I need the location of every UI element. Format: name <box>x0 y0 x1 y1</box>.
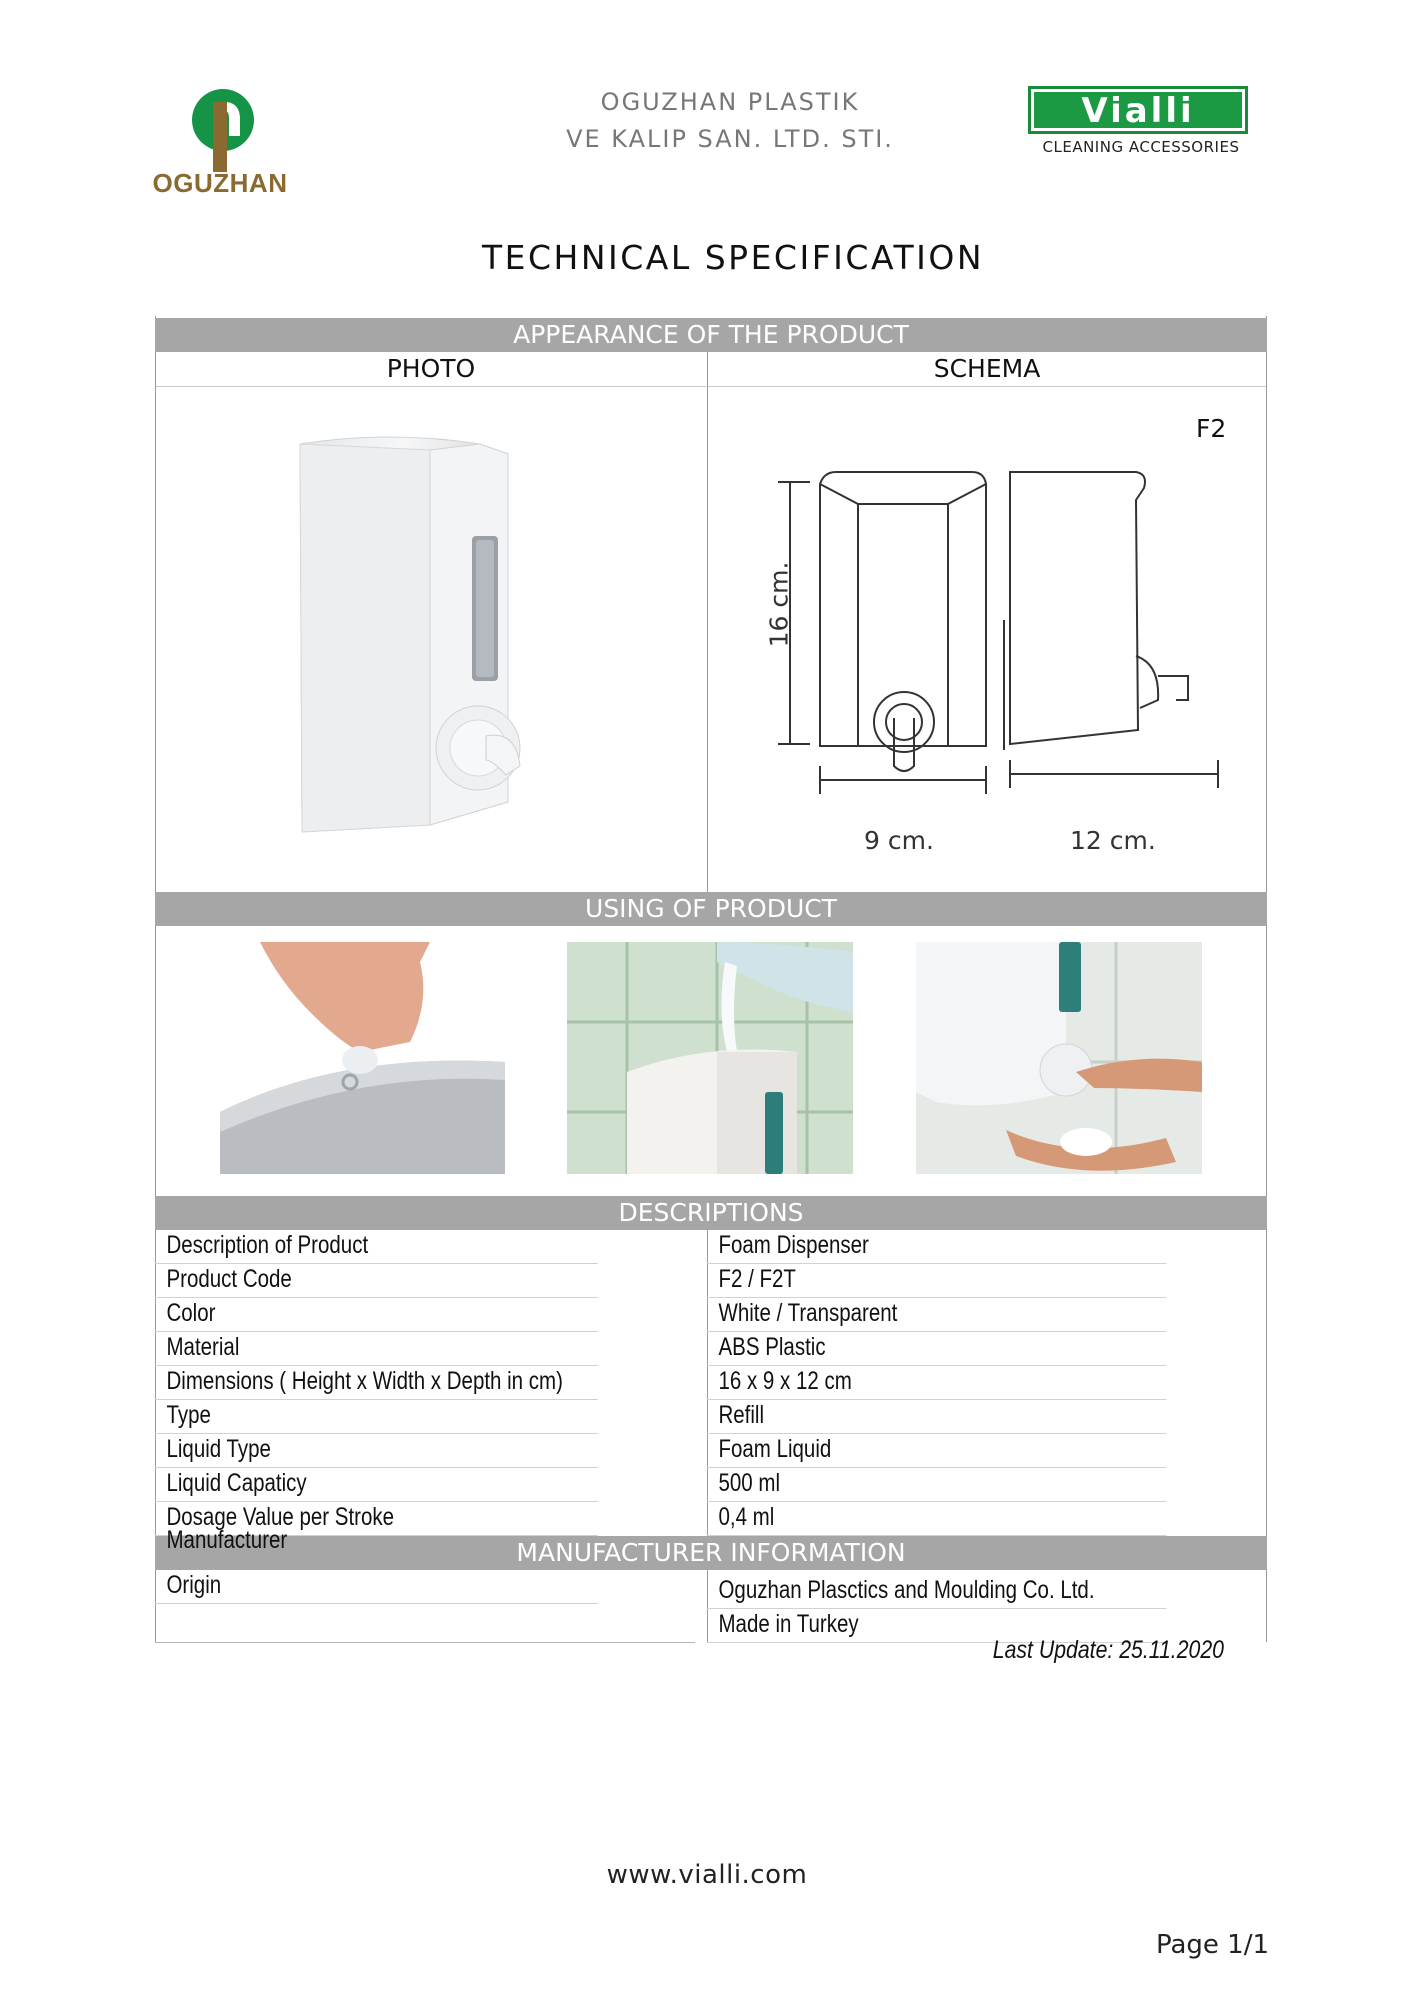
schema-header: SCHEMA <box>708 352 1266 387</box>
table-row-value: F2 / F2T <box>707 1264 1166 1298</box>
table-row-label: Product Code <box>155 1264 598 1298</box>
photo-header: PHOTO <box>156 352 706 387</box>
table-row-value: White / Transparent <box>707 1298 1166 1332</box>
appearance-band: APPEARANCE OF THE PRODUCT <box>155 318 1267 352</box>
vialli-logo <box>1028 86 1254 160</box>
table-row-value: 0,4 ml <box>707 1502 1166 1536</box>
table-row-value: 500 ml <box>707 1468 1166 1502</box>
refill-photo-icon <box>567 942 853 1174</box>
last-update: Last Update: 25.11.2020 <box>992 1636 1224 1664</box>
oguzhan-leaf-icon <box>145 82 295 172</box>
product-photo <box>280 430 580 850</box>
open-lid-photo-icon <box>220 942 505 1174</box>
website-link[interactable]: www.vialli.com <box>606 1860 808 1890</box>
company-name <box>520 84 940 158</box>
vialli-tagline: CLEANING ACCESSORIES <box>1042 138 1240 156</box>
table-row-value: Foam Dispenser <box>707 1230 1166 1264</box>
table-row-value: Oguzhan Plasctics and Moulding Co. Ltd. <box>707 1575 1166 1609</box>
table-row-value: Made in Turkey <box>707 1609 1166 1643</box>
company-line-2: VE KALIP SAN. LTD. STI. <box>566 125 894 153</box>
table-row-label: Dosage Value per Stroke <box>155 1502 598 1536</box>
usage-photo-open-lid <box>220 942 505 1174</box>
manufacturer-band: MANUFACTURER INFORMATION <box>155 1536 1267 1570</box>
table-row-value: ABS Plastic <box>707 1332 1166 1366</box>
table-row-label: Material <box>155 1332 598 1366</box>
company-line-1: OGUZHAN PLASTIK <box>600 88 860 116</box>
table-row-label: Description of Product <box>155 1230 598 1264</box>
dispenser-photo-icon <box>280 430 580 850</box>
usage-photo-dispense <box>916 942 1202 1174</box>
depth-dimension-label: 12 cm. <box>1070 826 1156 855</box>
page-number: Page 1/1 <box>1155 1930 1269 1960</box>
appearance-divider <box>707 352 708 892</box>
descriptions-band: DESCRIPTIONS <box>155 1196 1267 1230</box>
table-row-label: Liquid Type <box>155 1434 598 1468</box>
usage-photo-refill <box>567 942 853 1174</box>
dispense-photo-icon <box>916 942 1202 1174</box>
dispenser-schema-icon <box>740 460 1250 880</box>
table-row-label: Type <box>155 1400 598 1434</box>
table-row-label: Manufacturer <box>166 1526 288 1554</box>
schema-drawing <box>740 460 1250 880</box>
table-right-border <box>1266 316 1267 1642</box>
table-row-label: Color <box>155 1298 598 1332</box>
table-row-value: Refill <box>707 1400 1166 1434</box>
table-bottom-border <box>155 1642 695 1643</box>
schema-model-label: F2 <box>1196 414 1227 443</box>
table-row-label: Dimensions ( Height x Width x Depth in cm) <box>155 1366 598 1400</box>
using-band: USING OF PRODUCT <box>155 892 1267 926</box>
table-row-value: 16 x 9 x 12 cm <box>707 1366 1166 1400</box>
width-dimension-label: 9 cm. <box>864 826 934 855</box>
oguzhan-logo-text: OGUZHAN <box>152 168 288 198</box>
document-title: TECHNICAL SPECIFICATION <box>481 238 985 277</box>
table-row-label: Liquid Capaticy <box>155 1468 598 1502</box>
table-row-label: Origin <box>155 1570 598 1604</box>
oguzhan-logo <box>145 82 295 202</box>
height-dimension-label: 16 cm. <box>764 561 794 648</box>
table-row-value: Foam Liquid <box>707 1434 1166 1468</box>
vialli-logo-text: Vialli <box>1034 92 1242 128</box>
